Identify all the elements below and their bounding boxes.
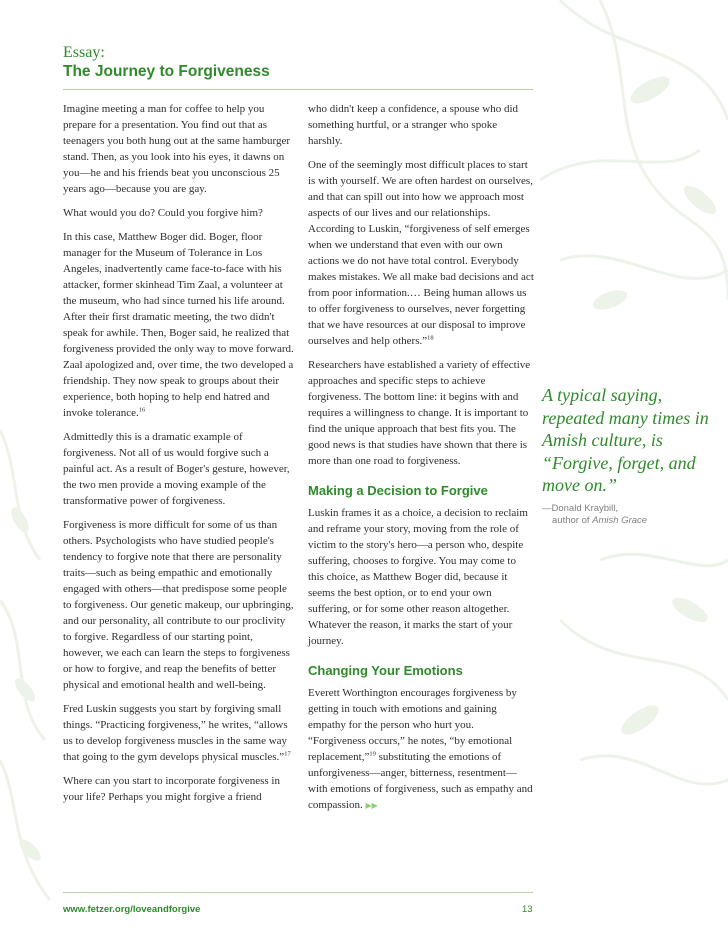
paragraph: Where can you start to incorporate forgiveness in your life? Perhaps you might forgive a friend <box>63 775 280 803</box>
left-column <box>63 101 295 813</box>
attribution-role <box>542 515 712 527</box>
essay-header <box>63 43 270 82</box>
pull-quote-text: A typical saying, repeated many times in Amish culture, is “Forgive, forget, and move on.” <box>542 385 709 495</box>
right-column <box>308 101 534 822</box>
paragraph: Researchers have established a variety of effective approaches and specific steps to achieve forgiveness. The bottom line: it begins with and requires a willingness to change. It is important to find the unique approach that best fits you. The good news is that studies have shown that there is more than one road to forgiveness. <box>308 359 531 467</box>
pull-quote <box>542 384 712 527</box>
paragraph: What would you do? Could you forgive him? <box>63 207 263 219</box>
paragraph-text: substituting the emotions of unforgiveness—anger, bitterness, resentment—with emotions of forgiveness, such as empathy and compassion. <box>308 751 533 811</box>
footer-rule <box>63 892 533 893</box>
essay-kicker: Essay: <box>63 44 105 61</box>
paragraph-text: One of the seemingly most difficult places to start is with yourself. We are often hardest on ourselves, and that can spill out into how we approach most aspects of our lives and our relationships. According to Luskin, “forgiveness of self emerges when we understand that even with our own actions we do not have total control. Everybody makes mistakes. We all make bad decisions and act from poor information.… Being human allows us to offer forgiveness to ourselves, never forgetting that we have resources at our disposal to improve ourselves and help others.” <box>308 159 534 347</box>
paragraph <box>63 229 295 421</box>
footnote-ref: 18 <box>427 334 434 342</box>
footnote-ref: 16 <box>138 406 146 414</box>
paragraph-text: Fred Luskin suggests you start by forgiving small things. “Practicing forgiveness,” he writes, “allows us to develop forgiveness muscles in the same way that going to the gym develops physical muscles.” <box>63 703 288 763</box>
section-heading: Changing Your Emotions <box>308 663 463 678</box>
continue-arrows-icon: ▶▶ <box>365 801 378 810</box>
paragraph <box>308 685 534 814</box>
attribution-prefix: author of <box>552 514 593 526</box>
paragraph: Forgiveness is more difficult for some of us than others. Psychologists who have studied people's tendency to forgive note that there are personality traits—such as being empathic and emotionally engaged with others—that predispose some people to forgiveness. Our genetic makeup, our upbringing, and our personality, all contribute to our proclivity to forgive. Regardless of our starting point, however, we each can learn the steps to forgiveness or how to forgive, and reap the benefits of better physical and emotional health and well-being. <box>63 519 294 691</box>
section-heading: Making a Decision to Forgive <box>308 483 488 498</box>
footer-url[interactable]: www.fetzer.org/loveandforgive <box>63 904 201 915</box>
header-rule <box>63 89 533 90</box>
footnote-ref: 19 <box>369 750 376 758</box>
page-number: 13 <box>522 904 533 915</box>
paragraph-text: In this case, Matthew Boger did. Boger, floor manager for the Museum of Tolerance in Los Angeles, inadvertently came face-to-face with his attacker, former skinhead Tim Zaal, a volunteer at the museum, who had since turned his life around. After their first dramatic meeting, the two didn't speak for awhile. Then, Boger said, he realized that forgiveness provided the only way to move forward. Zaal apologized and, over time, the two developed a friendship. They now speak to groups about their experience, both hoping to help end hatred and invoke tolerance. <box>63 231 294 419</box>
paragraph: Imagine meeting a man for coffee to help you prepare for a presentation. You find out that as teenagers you both hung out at the same hamburger stand. Then, as you look into his eyes, it dawns on you—he and his friends beat you unconscious 25 years ago—because you are gay. <box>63 103 291 195</box>
attribution-name: —Donald Kraybill, <box>542 502 619 514</box>
footnote-ref: 17 <box>284 750 291 758</box>
paragraph <box>308 157 534 349</box>
attribution-work: Amish Grace <box>592 514 648 526</box>
paragraph: Luskin frames it as a choice, a decision to reclaim and reframe your story, moving from the role of victim to the story's hero—a person who, despite suffering, chooses to forgive. You may come to this choice, as Matthew Boger did, because it seems the best option, or to end your own suffering, or for some other reason altogether. Whatever the reason, it marks the start of your journey. <box>308 507 528 647</box>
pull-quote-attribution <box>542 503 712 527</box>
paragraph: who didn't keep a confidence, a spouse who did something hurtful, or a stranger who spoke harshly. <box>308 103 519 147</box>
paragraph: Admittedly this is a dramatic example of forgiveness. Not all of us would forgive such a painful act. As a result of Boger's gesture, however, the two men provide a moving example of the transformative power of forgiveness. <box>63 431 290 507</box>
paragraph <box>63 701 295 765</box>
essay-title: The Journey to Forgiveness <box>63 63 270 80</box>
paragraph-text: Everett Worthington encourages forgiveness by getting in touch with emotions and gaining empathy for the person who hurt you. “Forgiveness occurs,” he notes, “by emotional replacement,” <box>308 687 517 763</box>
